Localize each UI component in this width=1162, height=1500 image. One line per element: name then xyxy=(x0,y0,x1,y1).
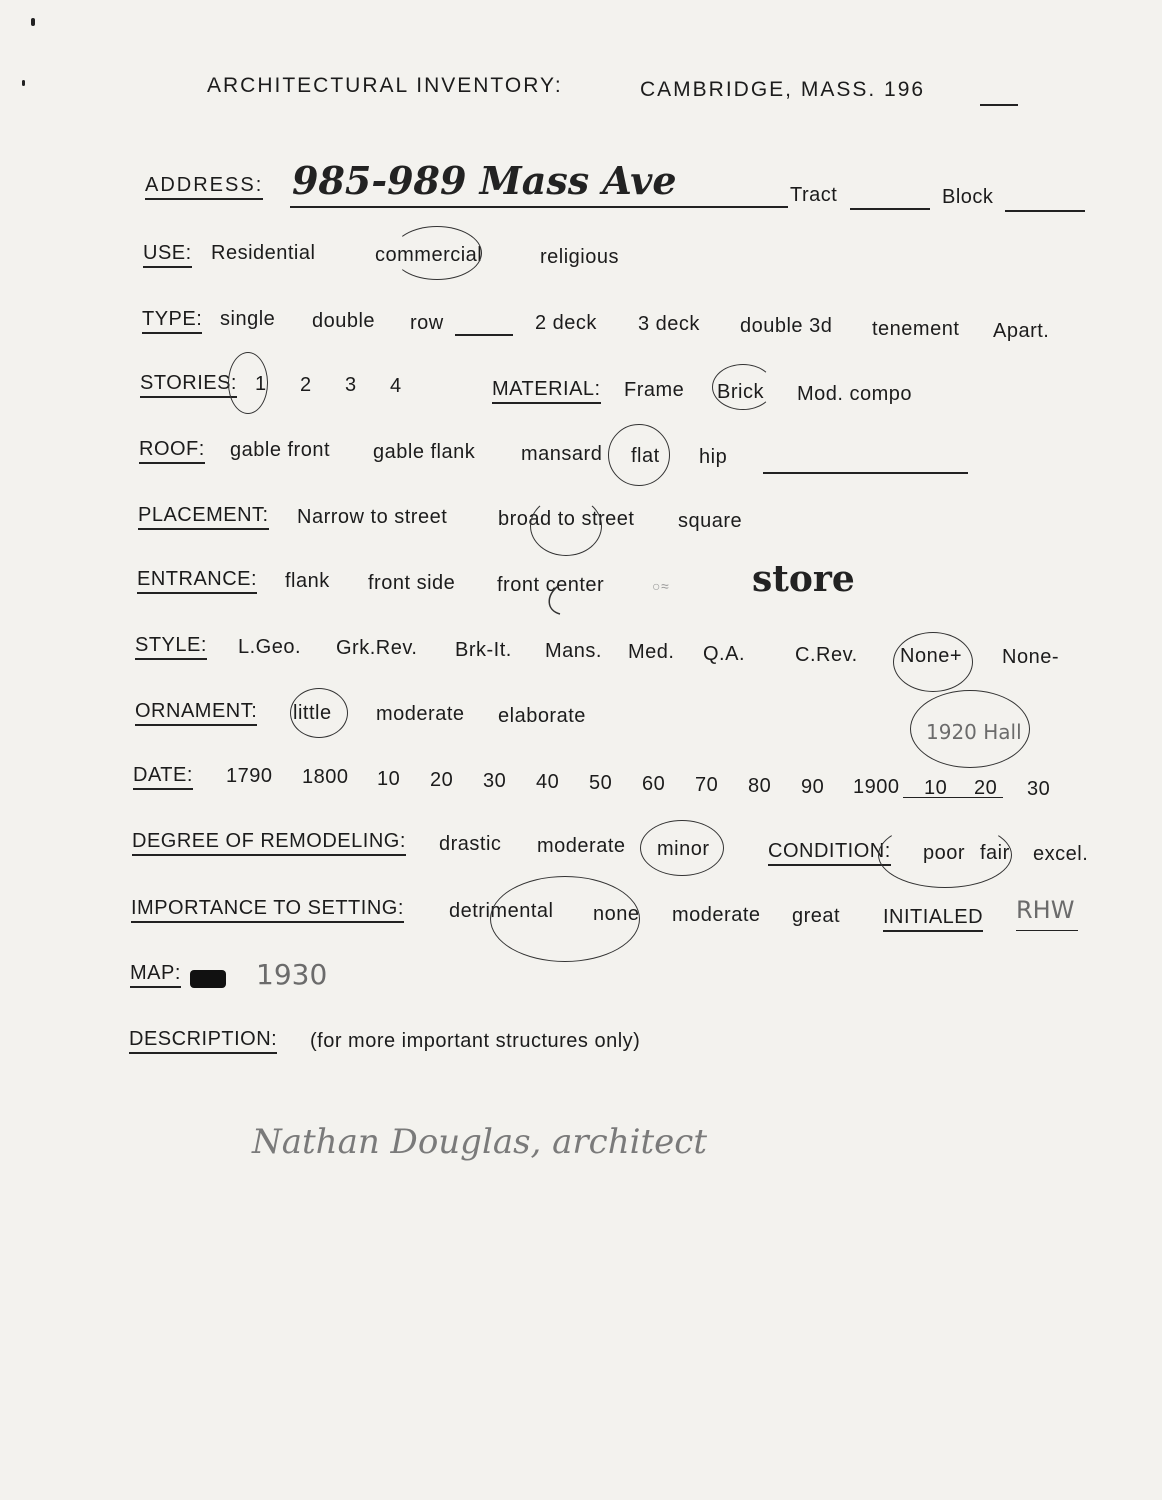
map-redaction-mark xyxy=(190,970,226,988)
stories-3: 3 xyxy=(345,374,357,396)
date-90: 90 xyxy=(801,776,825,798)
circle-none xyxy=(490,876,640,962)
circle-none-plus xyxy=(893,632,973,692)
type-2deck: 2 deck xyxy=(535,312,597,334)
type-label: TYPE: xyxy=(142,308,202,331)
style-crev: C.Rev. xyxy=(795,644,858,666)
circle-little xyxy=(290,688,348,738)
condition-fair: fair xyxy=(980,842,1010,864)
material-compo: Mod. compo xyxy=(797,383,913,405)
initialed-label: INITIALED xyxy=(883,906,983,929)
date-1910: 10 xyxy=(924,777,948,799)
remodeling-minor: minor xyxy=(657,838,710,860)
margin-dot xyxy=(31,18,35,26)
date-80: 80 xyxy=(748,775,772,797)
remodeling-label: DEGREE OF REMODELING: xyxy=(132,830,406,853)
placement-broad: broad to street xyxy=(498,508,635,530)
remodeling-moderate: moderate xyxy=(537,835,626,857)
tract-label: Tract xyxy=(790,184,838,206)
date-40: 40 xyxy=(536,771,560,793)
remodeling-drastic: drastic xyxy=(439,833,502,855)
circle-broad xyxy=(530,496,602,556)
condition-poor: poor xyxy=(923,842,966,864)
roof-gable-front: gable front xyxy=(230,439,331,461)
circle-flat xyxy=(608,424,670,486)
date-20: 20 xyxy=(430,769,454,791)
description-note: (for more important structures only) xyxy=(310,1030,641,1052)
type-apart: Apart. xyxy=(993,320,1050,342)
date-1930: 30 xyxy=(1027,778,1051,800)
initialed-value: RHW xyxy=(1016,896,1075,924)
date-1800: 1800 xyxy=(302,766,349,788)
roof-label: ROOF: xyxy=(139,438,205,461)
type-double: double xyxy=(312,310,376,332)
placement-label: PLACEMENT: xyxy=(138,504,269,527)
material-label: MATERIAL: xyxy=(492,378,601,401)
entrance-label: ENTRANCE: xyxy=(137,568,257,591)
roof-blank xyxy=(763,472,968,474)
use-commercial: commercial xyxy=(375,244,483,266)
stories-1: 1 xyxy=(255,373,267,395)
type-single: single xyxy=(220,308,276,330)
use-label: USE: xyxy=(143,242,192,265)
map-value: 1930 xyxy=(256,958,328,991)
roof-gable-flank: gable flank xyxy=(373,441,476,463)
use-residential: Residential xyxy=(211,242,316,264)
material-frame: Frame xyxy=(624,379,685,401)
initialed-line xyxy=(1016,930,1078,931)
entrance-front-center: front center xyxy=(497,574,605,596)
form-title: ARCHITECTURAL INVENTORY: xyxy=(207,74,563,97)
entrance-center-mark xyxy=(540,582,580,618)
roof-flat: flat xyxy=(631,445,660,467)
map-label: MAP: xyxy=(130,962,181,985)
type-3deck: 3 deck xyxy=(638,313,700,335)
tract-blank xyxy=(850,208,930,210)
condition-excel: excel. xyxy=(1033,843,1089,865)
style-none-minus: None- xyxy=(1002,646,1059,668)
address-value: 985-989 Mass Ave xyxy=(292,158,677,203)
year-blank xyxy=(980,104,1018,106)
style-grkrev: Grk.Rev. xyxy=(336,637,418,659)
type-double3d: double 3d xyxy=(740,315,833,337)
description-handwritten: Nathan Douglas, architect xyxy=(252,1122,707,1162)
ornament-label: ORNAMENT: xyxy=(135,700,257,723)
date-label: DATE: xyxy=(133,764,193,787)
condition-label: CONDITION: xyxy=(768,840,891,863)
address-line xyxy=(290,206,788,208)
stories-2: 2 xyxy=(300,374,312,396)
placement-square: square xyxy=(678,510,743,532)
style-lgeo: L.Geo. xyxy=(238,636,302,658)
margin-dot xyxy=(22,80,25,86)
style-mans: Mans. xyxy=(545,640,602,662)
type-tenement: tenement xyxy=(872,318,960,340)
form-place: CAMBRIDGE, MASS. 196 xyxy=(640,78,926,101)
row-blank xyxy=(455,334,513,336)
date-10: 10 xyxy=(377,768,401,790)
block-label: Block xyxy=(942,186,994,208)
ornament-moderate: moderate xyxy=(376,703,465,725)
entrance-note: store xyxy=(752,558,855,600)
circle-commercial xyxy=(392,226,482,280)
style-med: Med. xyxy=(628,641,675,663)
circle-date-note xyxy=(910,690,1030,768)
date-1920: 20 xyxy=(974,777,998,799)
date-70: 70 xyxy=(695,774,719,796)
style-none-plus: None+ xyxy=(900,645,962,667)
entrance-front-side: front side xyxy=(368,572,456,594)
use-religious: religious xyxy=(540,246,619,268)
style-label: STYLE: xyxy=(135,634,207,657)
style-qa: Q.A. xyxy=(703,643,746,665)
ornament-elaborate: elaborate xyxy=(498,705,586,727)
stories-label: STORIES: xyxy=(140,372,237,395)
date-underline xyxy=(903,797,1003,798)
importance-none: none xyxy=(593,903,640,925)
placement-narrow: Narrow to street xyxy=(297,506,448,528)
roof-hip: hip xyxy=(699,446,728,468)
circle-fair xyxy=(878,822,1012,888)
entrance-flank: flank xyxy=(285,570,330,592)
roof-mansard: mansard xyxy=(521,443,603,465)
date-1900: 1900 xyxy=(853,776,900,798)
importance-great: great xyxy=(792,905,841,927)
importance-label: IMPORTANCE TO SETTING: xyxy=(131,897,404,920)
date-60: 60 xyxy=(642,773,666,795)
date-50: 50 xyxy=(589,772,613,794)
circle-minor xyxy=(640,820,724,876)
date-30: 30 xyxy=(483,770,507,792)
stories-4: 4 xyxy=(390,375,402,397)
date-note: 1920 Hall xyxy=(926,720,1022,744)
importance-detrimental: detrimental xyxy=(449,900,554,922)
circle-stories-1 xyxy=(228,352,268,414)
material-brick: Brick xyxy=(717,381,764,403)
ornament-little: little xyxy=(293,702,332,724)
address-label: ADDRESS: xyxy=(145,174,263,197)
circle-brick xyxy=(712,364,774,410)
importance-moderate: moderate xyxy=(672,904,761,926)
date-1790: 1790 xyxy=(226,765,273,787)
style-brkit: Brk-It. xyxy=(455,639,512,661)
block-blank xyxy=(1005,210,1085,212)
entrance-faint-mark: ○≈ xyxy=(652,578,670,594)
description-label: DESCRIPTION: xyxy=(129,1028,277,1051)
type-row: row xyxy=(410,312,444,334)
